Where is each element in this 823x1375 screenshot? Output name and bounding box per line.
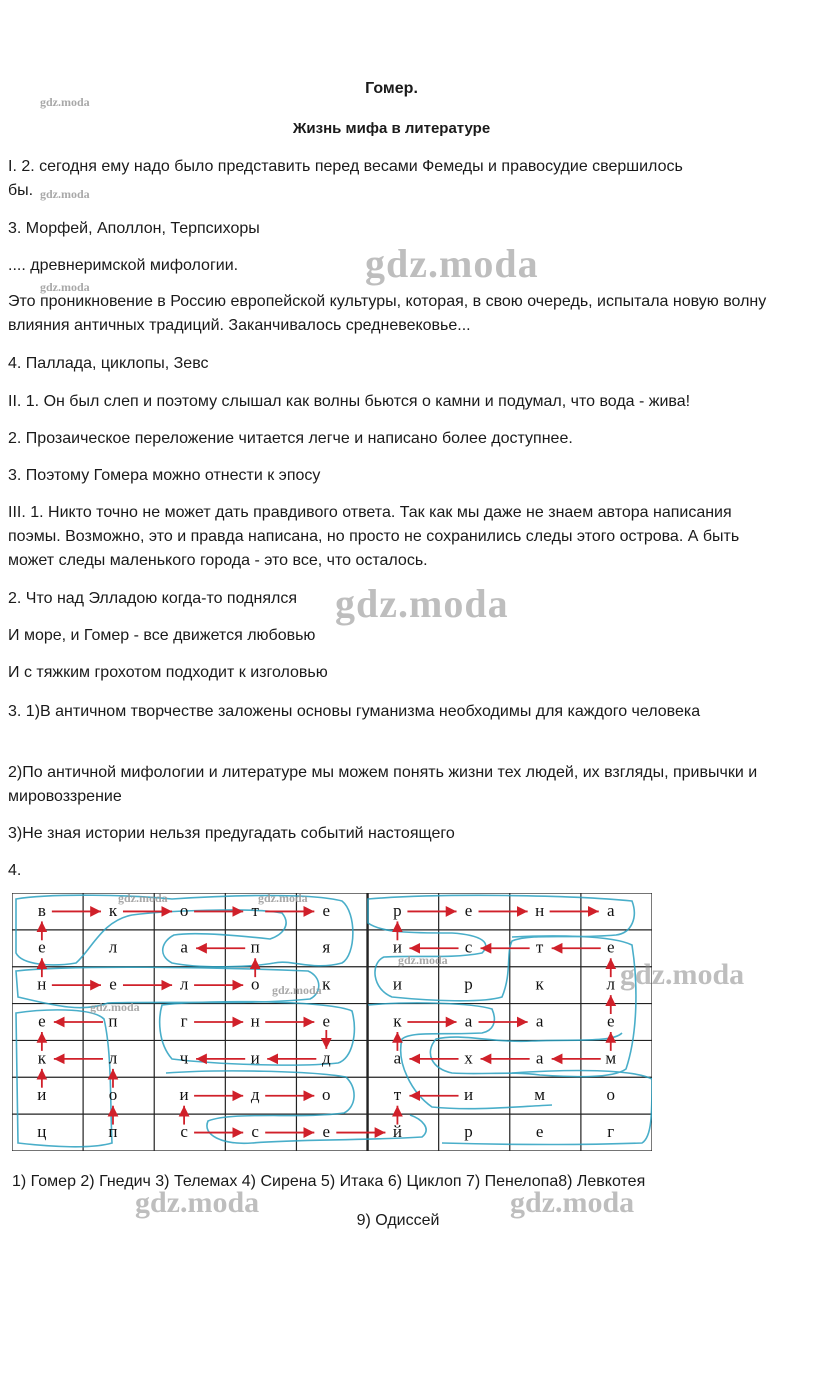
watermark-big: gdz.moda bbox=[135, 1186, 260, 1219]
grid-letter: х bbox=[464, 1048, 473, 1068]
page-title: Гомер. bbox=[365, 80, 418, 97]
answer-line: И с тяжким грохотом подходит к изголовью bbox=[8, 664, 328, 681]
grid-letter: а bbox=[180, 937, 188, 957]
watermark-small: gdz.moda bbox=[40, 187, 90, 201]
grid-letter: т bbox=[251, 900, 259, 920]
grid-letter: е bbox=[606, 937, 615, 957]
grid-letter: ц bbox=[37, 1121, 47, 1141]
grid-letter: и bbox=[250, 1048, 260, 1068]
grid-letter: п bbox=[108, 1011, 118, 1031]
grid-letter: к bbox=[37, 1048, 46, 1068]
grid-letter: е bbox=[535, 1121, 544, 1141]
grid-letter: е bbox=[606, 1011, 615, 1031]
grid-letter: е bbox=[464, 900, 473, 920]
watermark-small: gdz.moda bbox=[40, 280, 90, 294]
watermark-small: gdz.moda bbox=[398, 953, 448, 967]
grid-letter: р bbox=[393, 900, 402, 920]
answer-line: 2. Что над Элладою когда-то поднялся bbox=[8, 590, 297, 607]
watermark-small: gdz.moda bbox=[40, 95, 90, 109]
grid-letter: о bbox=[108, 1085, 118, 1105]
answer-paragraph: 2)По античной мифологии и литературе мы можем понять жизни тех людей, их взгляды, привычки и мировоззрение bbox=[8, 764, 758, 805]
grid-letter: м bbox=[534, 1085, 546, 1105]
watermark-small: gdz.moda bbox=[118, 891, 168, 905]
watermark-small: gdz.moda bbox=[258, 891, 308, 905]
answer-line: 3)Не зная истории нельзя предугадать событий настоящего bbox=[8, 825, 455, 842]
answer-line: 2. Прозаическое переложение читается легче и написано более доступнее. bbox=[8, 430, 573, 447]
watermark-small: gdz.moda bbox=[90, 1000, 140, 1014]
answer-line: 3. Морфей, Аполлон, Терпсихоры bbox=[8, 220, 260, 237]
grid-letter: е bbox=[38, 937, 46, 957]
grid-letter: л bbox=[108, 1048, 118, 1068]
watermark-big: gdz.moda bbox=[335, 581, 509, 626]
grid-letter: о bbox=[322, 1085, 331, 1105]
grid-letter: л bbox=[606, 974, 615, 994]
answer-line: .... древнеримской мифологии. bbox=[8, 257, 239, 274]
watermark-big: gdz.moda bbox=[620, 958, 745, 991]
grid-letter: г bbox=[607, 1121, 615, 1141]
grid-letter: я bbox=[322, 937, 331, 957]
grid-letter: н bbox=[250, 1011, 260, 1031]
grid-letter: и bbox=[37, 1085, 47, 1105]
grid-letter: о bbox=[179, 900, 189, 920]
grid-letter: п bbox=[250, 937, 260, 957]
answer-line: II. 1. Он был слеп и поэтому слышал как волны бьются о камни и подумал, что вода - жива! bbox=[8, 393, 691, 410]
grid-letter: е bbox=[109, 974, 117, 994]
grid-letter: л bbox=[179, 974, 189, 994]
page-subtitle: Жизнь мифа в литературе bbox=[292, 120, 491, 137]
grid-letter: а bbox=[535, 1011, 544, 1031]
grid-letter: е bbox=[322, 900, 331, 920]
grid-letter: д bbox=[321, 1048, 331, 1068]
answer-paragraph: III. 1. Никто точно не может дать правдивого ответа. Так как мы даже не знаем автора написания поэмы. Возможно, это и правда написана, но просто не сохранились следы этого острова. А быть может следы маленького города - это все, что осталось. bbox=[8, 504, 740, 569]
grid-letter: т bbox=[393, 1085, 402, 1105]
answer-line: I. 2. сегодня ему надо было представить перед весами Фемеды и правосудие свершилось bbox=[8, 158, 683, 175]
answer-line: 4. Паллада, циклопы, Зевс bbox=[8, 355, 209, 372]
grid-letter: м bbox=[605, 1048, 617, 1068]
grid-letter: к bbox=[535, 974, 544, 994]
grid-letter: с bbox=[464, 937, 473, 957]
grid-letter: е bbox=[322, 1121, 331, 1141]
grid-letter: а bbox=[606, 900, 615, 920]
grid-letter: к bbox=[393, 1011, 402, 1031]
grid-letter: с bbox=[180, 1121, 188, 1141]
grid-letter: г bbox=[180, 1011, 188, 1031]
grid-letter: и bbox=[179, 1085, 189, 1105]
grid-letter: а bbox=[393, 1048, 402, 1068]
grid-letter: р bbox=[464, 974, 473, 994]
grid-letter: с bbox=[251, 1121, 259, 1141]
grid-letter: к bbox=[108, 900, 118, 920]
watermark-big: gdz.moda bbox=[510, 1186, 635, 1219]
grid-letter: п bbox=[108, 1121, 118, 1141]
answer-line: 4. bbox=[8, 862, 22, 879]
grid-letter: о bbox=[250, 974, 260, 994]
answer-paragraph: Это проникновение в Россию европейской культуры, которая, в свою очередь, испытала новую волну влияния античных традиций. Заканчивалось средневековье... bbox=[8, 293, 767, 334]
grid-letter: и bbox=[463, 1085, 474, 1105]
grid-letter: н bbox=[535, 900, 545, 920]
answers-line: 9) Одиссей bbox=[356, 1212, 440, 1229]
grid-letter: л bbox=[108, 937, 118, 957]
grid-letter: ч bbox=[179, 1048, 189, 1068]
grid-letter: и bbox=[392, 937, 402, 957]
watermark-small: gdz.moda bbox=[272, 983, 322, 997]
answer-line: 3. Поэтому Гомера можно отнести к эпосу bbox=[8, 467, 321, 484]
answer-line: И море, и Гомер - все движется любовью bbox=[8, 627, 316, 644]
answer-paragraph: 3. 1)В античном творчестве заложены основы гуманизма необходимы для каждого человека bbox=[8, 703, 701, 720]
grid-letter: д bbox=[250, 1085, 260, 1105]
grid-letter: в bbox=[37, 900, 46, 920]
grid-letter: е bbox=[38, 1011, 46, 1031]
grid-letter: а bbox=[464, 1011, 473, 1031]
grid-letter: о bbox=[606, 1085, 616, 1105]
grid-letter: е bbox=[322, 1011, 331, 1031]
grid-letter: й bbox=[392, 1121, 402, 1141]
grid-letter: н bbox=[37, 974, 47, 994]
grid-letter: р bbox=[464, 1121, 473, 1141]
grid-letter: т bbox=[535, 937, 544, 957]
answers-line: 1) Гомер 2) Гнедич 3) Телемах 4) Сирена 5) Итака 6) Циклоп 7) Пенелопа8) Левкотея bbox=[12, 1173, 646, 1190]
crossword-grid bbox=[12, 893, 652, 1151]
watermark-big: gdz.moda bbox=[365, 241, 539, 286]
answer-line: бы. bbox=[8, 182, 34, 199]
grid-letter: к bbox=[322, 974, 331, 994]
grid-letter: а bbox=[535, 1048, 544, 1068]
grid-letter: и bbox=[392, 974, 402, 994]
